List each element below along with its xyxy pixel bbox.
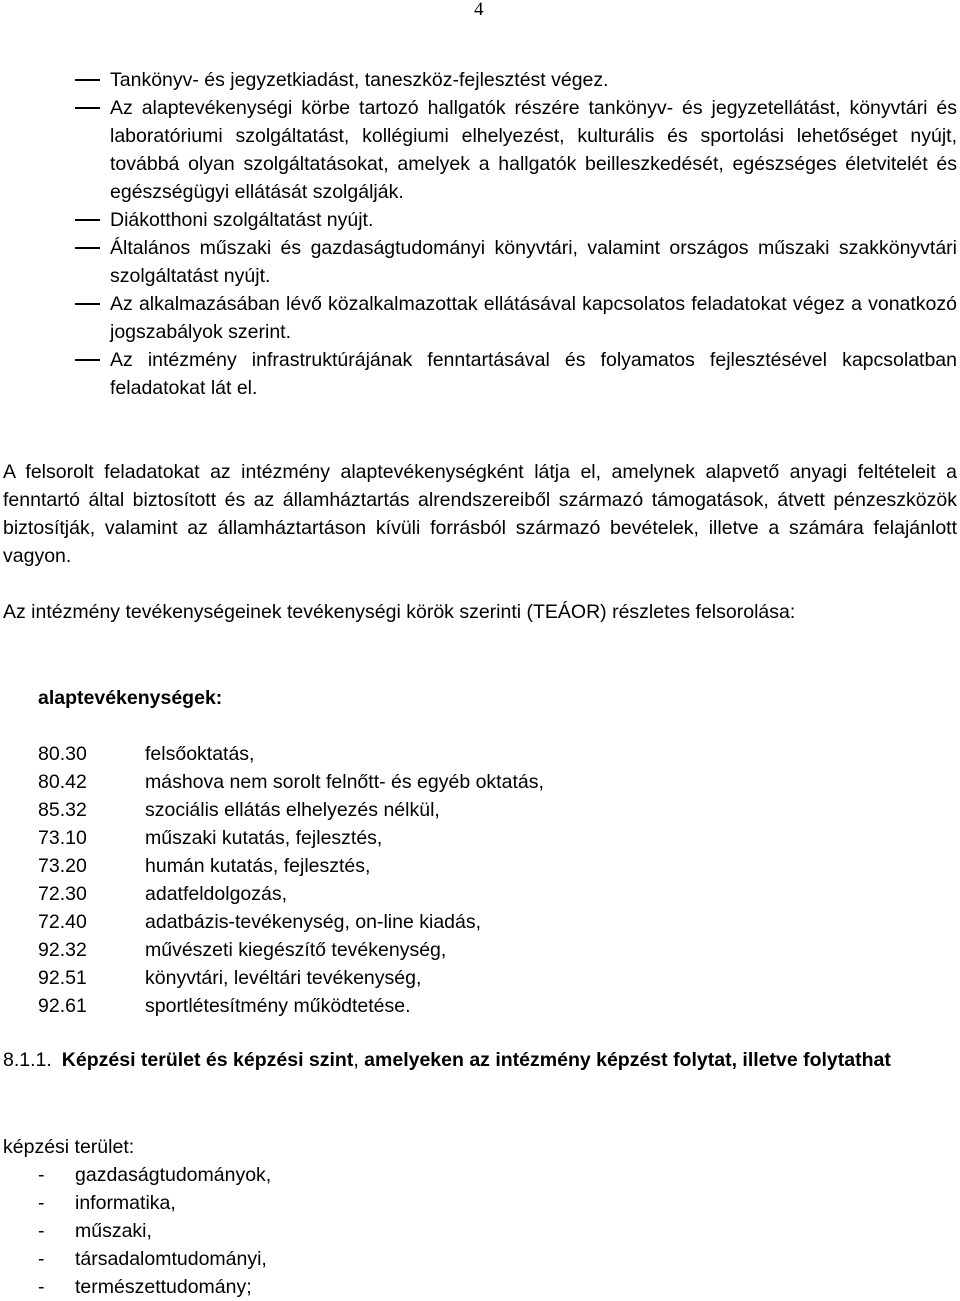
activity-label: humán kutatás, fejlesztés, bbox=[145, 855, 371, 877]
training-area-list bbox=[38, 1161, 271, 1301]
bullet-item bbox=[0, 66, 960, 94]
activity-row bbox=[38, 992, 544, 1020]
dash-bullet-icon bbox=[75, 303, 100, 305]
activity-code: 72.40 bbox=[38, 911, 87, 933]
activities-heading: alaptevékenységek: bbox=[38, 687, 223, 709]
dash-bullet-icon bbox=[75, 107, 100, 109]
training-area-item bbox=[38, 1217, 271, 1245]
section-heading bbox=[3, 1046, 957, 1074]
section-title-part-1: Képzési terület és képzési szint bbox=[61, 1049, 354, 1071]
training-area-text: gazdaságtudományok, bbox=[75, 1164, 272, 1186]
activity-row bbox=[38, 768, 544, 796]
activity-row bbox=[38, 964, 544, 992]
training-area-item bbox=[38, 1161, 271, 1189]
activity-code-list bbox=[38, 740, 544, 1020]
bullet-item bbox=[0, 290, 960, 346]
training-area-item bbox=[38, 1189, 271, 1217]
activity-label: szociális ellátás elhelyezés nélkül, bbox=[145, 799, 440, 821]
list-dash: - bbox=[38, 1192, 45, 1214]
list-dash: - bbox=[38, 1220, 45, 1242]
training-area-text: természettudomány; bbox=[75, 1276, 252, 1298]
dash-bullet-icon bbox=[75, 219, 100, 221]
training-area-label: képzési terület: bbox=[3, 1136, 135, 1158]
bullet-text: Tankönyv- és jegyzetkiadást, taneszköz-fejlesztést végez. bbox=[110, 69, 609, 91]
section-number: 8.1.1. bbox=[3, 1049, 52, 1071]
bullet-text: Az alaptevékenységi körbe tartozó hallgatók részére tankönyv- és jegyzetellátást, könyvtári és laboratóriumi szolgáltatást, kollégiumi elhelyezést, kulturális és sportolási lehetőséget nyújt, továbbá olyan szolgáltatásokat, amelyek a hallgatók beilleszkedését, egészséges életvitelét és egészségügyi ellátását szolgálják. bbox=[110, 97, 957, 203]
activity-code: 92.51 bbox=[38, 967, 87, 989]
activity-row bbox=[38, 740, 544, 768]
list-dash: - bbox=[38, 1248, 45, 1270]
activity-code: 85.32 bbox=[38, 799, 87, 821]
activity-label: könyvtári, levéltári tevékenység, bbox=[145, 967, 422, 989]
activity-row bbox=[38, 908, 544, 936]
bullet-text: Általános műszaki és gazdaságtudományi könyvtári, valamint országos műszaki szakkönyvtári szolgáltatást nyújt. bbox=[110, 237, 957, 287]
section-title-separator: , bbox=[353, 1049, 365, 1071]
task-bullet-list bbox=[0, 66, 960, 402]
training-area-text: informatika, bbox=[75, 1192, 176, 1214]
activity-code: 80.42 bbox=[38, 771, 87, 793]
bullet-text: Diákotthoni szolgáltatást nyújt. bbox=[110, 209, 374, 231]
page-number: 4 bbox=[474, 0, 484, 20]
training-area-text: műszaki, bbox=[75, 1220, 152, 1242]
funding-paragraph: A felsorolt feladatokat az intézmény alaptevékenységként látja el, amelynek alapvető anyagi feltételeit a fenntartó által biztosított és az államháztartás alrendszereiből származó támogatások, átvett pénzeszközök biztosítják, valamint az államháztartáson kívüli forrásból származó bevételek, illetve a számára felajánlott vagyon. bbox=[3, 461, 957, 567]
activity-row bbox=[38, 880, 544, 908]
activity-row bbox=[38, 796, 544, 824]
activity-label: művészeti kiegészítő tevékenység, bbox=[145, 939, 447, 961]
list-dash: - bbox=[38, 1276, 45, 1298]
bullet-text: Az alkalmazásában lévő közalkalmazottak ellátásával kapcsolatos feladatokat végez a vonatkozó jogszabályok szerint. bbox=[110, 293, 957, 343]
dash-bullet-icon bbox=[75, 79, 100, 81]
list-dash: - bbox=[38, 1164, 45, 1186]
activity-label: sportlétesítmény működtetése. bbox=[145, 995, 411, 1017]
training-area-item bbox=[38, 1273, 271, 1301]
activity-label: adatbázis-tevékenység, on-line kiadás, bbox=[145, 911, 482, 933]
training-area-text: társadalomtudományi, bbox=[75, 1248, 267, 1270]
activity-code: 72.30 bbox=[38, 883, 87, 905]
activity-label: adatfeldolgozás, bbox=[145, 883, 288, 905]
activity-code: 80.30 bbox=[38, 743, 87, 765]
activity-code: 73.20 bbox=[38, 855, 87, 877]
activity-label: felsőoktatás, bbox=[145, 743, 255, 765]
dash-bullet-icon bbox=[75, 247, 100, 249]
dash-bullet-icon bbox=[75, 359, 100, 361]
training-area-item bbox=[38, 1245, 271, 1273]
section-title-part-2: amelyeken az intézmény képzést folytat, illetve folytathat bbox=[364, 1049, 891, 1071]
activity-label: műszaki kutatás, fejlesztés, bbox=[145, 827, 383, 849]
bullet-text: Az intézmény infrastruktúrájának fenntartásával és folyamatos fejlesztésével kapcsolatban feladatokat lát el. bbox=[110, 349, 957, 399]
activity-code: 92.32 bbox=[38, 939, 87, 961]
activity-row bbox=[38, 936, 544, 964]
activity-row bbox=[38, 824, 544, 852]
teaor-intro-paragraph: Az intézmény tevékenységeinek tevékenységi körök szerinti (TEÁOR) részletes felsorolása: bbox=[3, 601, 796, 623]
bullet-item bbox=[0, 234, 960, 290]
activity-code: 92.61 bbox=[38, 995, 87, 1017]
activity-code: 73.10 bbox=[38, 827, 87, 849]
bullet-item bbox=[0, 94, 960, 206]
activity-label: máshova nem sorolt felnőtt- és egyéb oktatás, bbox=[145, 771, 544, 793]
bullet-item bbox=[0, 206, 960, 234]
activity-row bbox=[38, 852, 544, 880]
bullet-item bbox=[0, 346, 960, 402]
